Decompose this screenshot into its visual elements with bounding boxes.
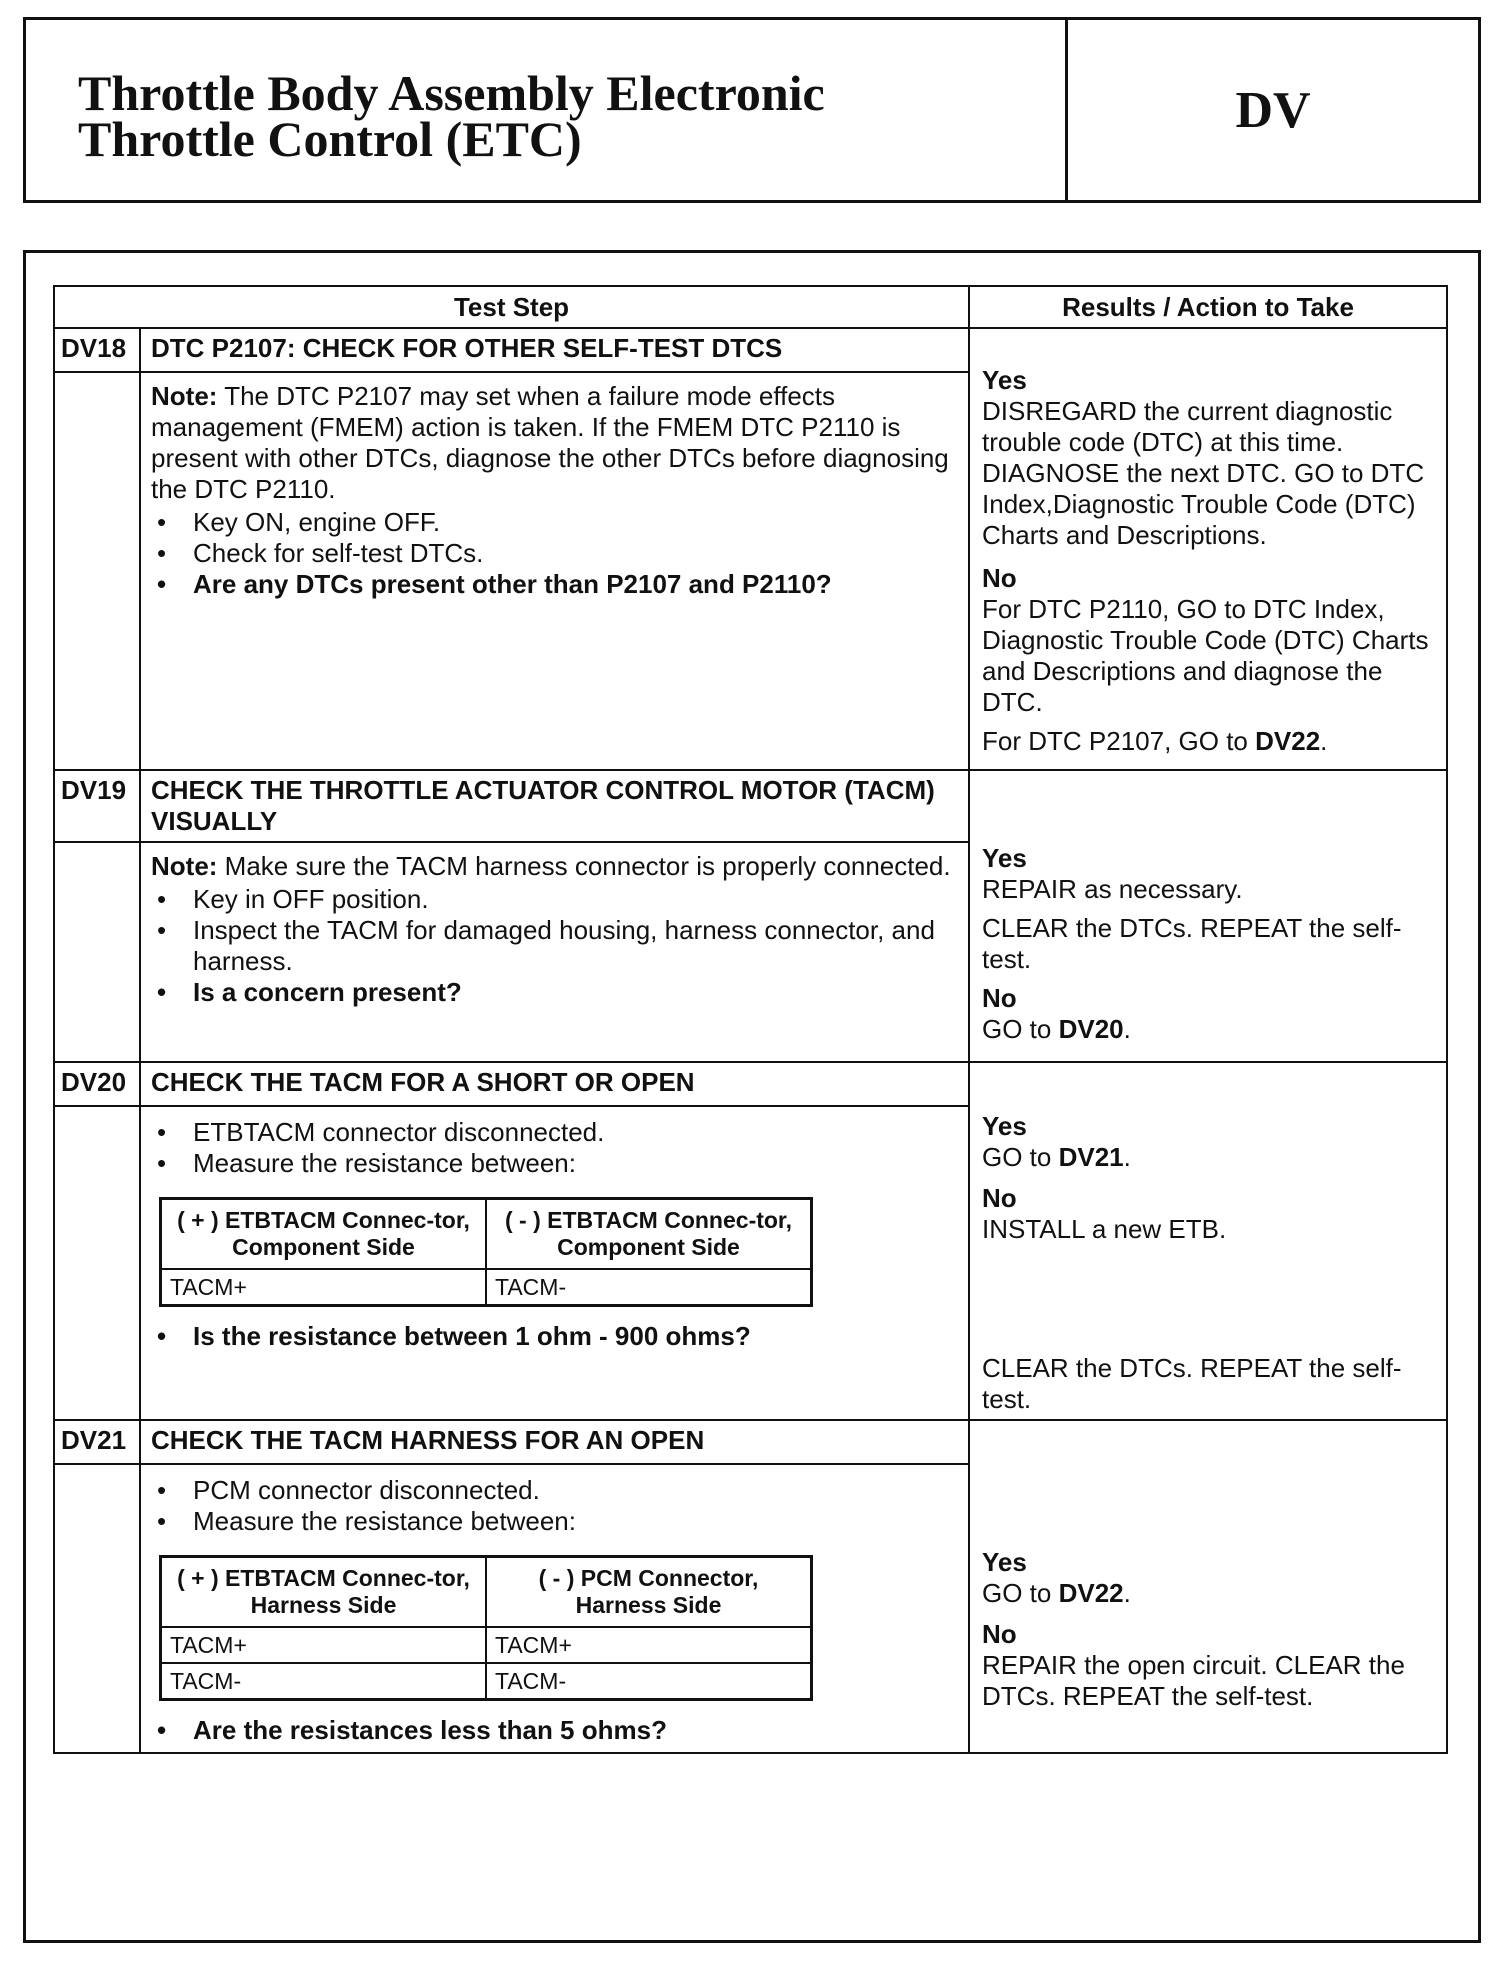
results-dv20 [969, 1062, 1447, 1420]
step-bullets [151, 1321, 958, 1352]
step-content-dv18 [140, 372, 969, 770]
step-question: • Are the resistances less than 5 ohms? [151, 1715, 958, 1746]
yes-action: DISREGARD the current diagnostic trouble code (DTC) at this time. DIAGNOSE the next DTC. GO to DTC Index,Diagnostic Trouble Code (DTC) Charts and Descriptions. [982, 396, 1425, 550]
step-title-dv20: CHECK THE TACM FOR A SHORT OR OPEN [140, 1062, 969, 1106]
yes-label: Yes [982, 843, 1027, 873]
bullet-item: • PCM connector disconnected. [151, 1475, 958, 1506]
step-code-spacer [54, 372, 140, 770]
step-code-spacer [54, 1106, 140, 1420]
step-title-row [54, 1420, 1447, 1464]
yes-label: Yes [982, 365, 1027, 395]
measurement-header: ( + ) ETBTACM Connec-tor, Harness Side [161, 1557, 487, 1628]
bullet-item: • ETBTACM connector disconnected. [151, 1117, 958, 1148]
measurement-header: ( + ) ETBTACM Connec-tor, Component Side [161, 1199, 487, 1270]
step-reference[interactable]: DV20 [1058, 1014, 1124, 1044]
measurement-table [159, 1197, 813, 1307]
measurement-header: ( - ) ETBTACM Connec-tor, Component Side [486, 1199, 812, 1270]
measurement-header: ( - ) PCM Connector, Harness Side [486, 1557, 812, 1628]
step-code-spacer [54, 1464, 140, 1753]
step-code-dv21: DV21 [54, 1420, 140, 1464]
no-label: No [982, 983, 1017, 1013]
yes-label: Yes [982, 1111, 1027, 1141]
section-header [23, 17, 1481, 203]
measurement-cell: TACM+ [486, 1627, 812, 1663]
no-label: No [982, 1183, 1017, 1213]
step-title-dv19: CHECK THE THROTTLE ACTUATOR CONTROL MOTOR (TACM) VISUALLY [140, 770, 969, 842]
step-code-dv19: DV19 [54, 770, 140, 842]
step-title-row [54, 1062, 1447, 1106]
measurement-cell: TACM- [161, 1663, 487, 1700]
step-title-row [54, 328, 1447, 372]
measurement-cell: TACM+ [161, 1269, 487, 1306]
bullet-item: • Measure the resistance between: [151, 1148, 958, 1179]
no-action-2: For DTC P2107, GO to DV22. [982, 726, 1328, 756]
bullet-item: • Key in OFF position. [151, 884, 958, 915]
step-reference[interactable]: DV21 [1058, 1142, 1124, 1172]
results-dv21 [969, 1420, 1447, 1753]
step-content-dv20 [140, 1106, 969, 1420]
step-reference[interactable]: DV22 [1255, 726, 1321, 756]
step-title-dv21: CHECK THE TACM HARNESS FOR AN OPEN [140, 1420, 969, 1464]
no-action: INSTALL a new ETB. [982, 1214, 1227, 1244]
page-title [78, 65, 825, 167]
step-bullets [151, 1715, 958, 1746]
measurement-cell: TACM+ [161, 1627, 487, 1663]
step-content-dv21 [140, 1464, 969, 1753]
step-code-spacer [54, 842, 140, 1062]
step-bullets [151, 1117, 958, 1179]
bullet-item: • Check for self-test DTCs. [151, 538, 958, 569]
yes-label: Yes [982, 1547, 1027, 1577]
step-bullets [151, 507, 958, 600]
results-dv19 [969, 770, 1447, 1062]
page-title-line2: Throttle Control (ETC) [78, 111, 582, 167]
step-title-row [54, 770, 1447, 842]
no-label: No [982, 1619, 1017, 1649]
note: Note: The DTC P2107 may set when a failure mode effects management (FMEM) action is taken. If the FMEM DTC P2110 is present with other DTCs, diagnose the other DTCs before diagnosing the DTC P2110. [151, 381, 949, 504]
column-header-test-step: Test Step [54, 286, 969, 328]
step-question: • Is the resistance between 1 ohm - 900 ohms? [151, 1321, 958, 1352]
no-label: No [982, 563, 1017, 593]
step-question: • Are any DTCs present other than P2107 and P2110? [151, 569, 958, 600]
measurement-cell: TACM- [486, 1269, 812, 1306]
measurement-row [161, 1663, 812, 1700]
bullet-item: • Inspect the TACM for damaged housing, harness connector, and harness. [151, 915, 958, 977]
no-action: REPAIR the open circuit. CLEAR the DTCs. REPEAT the self-test. [982, 1650, 1405, 1711]
step-question: • Is a concern present? [151, 977, 958, 1008]
yes-action-2: CLEAR the DTCs. REPEAT the self-test. [982, 913, 1402, 974]
bullet-item: • Measure the resistance between: [151, 1506, 958, 1537]
yes-action: REPAIR as necessary. [982, 874, 1243, 904]
note: Note: Make sure the TACM harness connector is properly connected. [151, 851, 951, 881]
measurement-row [161, 1269, 812, 1306]
step-content-dv19 [140, 842, 969, 1062]
step-bullets [151, 884, 958, 1008]
bullet-item: • Key ON, engine OFF. [151, 507, 958, 538]
extra-action: CLEAR the DTCs. REPEAT the self-test. [982, 1353, 1402, 1414]
yes-action: GO to DV21. [982, 1142, 1131, 1172]
step-code-dv20: DV20 [54, 1062, 140, 1106]
no-action: For DTC P2110, GO to DTC Index, Diagnostic Trouble Code (DTC) Charts and Descriptions and diagnose the DTC. [982, 594, 1429, 717]
diagnostic-table [53, 285, 1448, 1754]
column-header-results: Results / Action to Take [969, 286, 1447, 328]
yes-action: GO to DV22. [982, 1578, 1131, 1608]
step-reference[interactable]: DV22 [1058, 1578, 1124, 1608]
section-code: DV [1235, 81, 1311, 139]
page-title-line1: Throttle Body Assembly Electronic [78, 65, 825, 121]
step-bullets [151, 1475, 958, 1537]
no-action: GO to DV20. [982, 1014, 1131, 1044]
results-dv18 [969, 328, 1447, 770]
measurement-cell: TACM- [486, 1663, 812, 1700]
measurement-row [161, 1627, 812, 1663]
step-code-dv18: DV18 [54, 328, 140, 372]
step-title-dv18: DTC P2107: CHECK FOR OTHER SELF-TEST DTCS [140, 328, 969, 372]
measurement-table [159, 1555, 813, 1701]
table-header-row [54, 286, 1447, 328]
